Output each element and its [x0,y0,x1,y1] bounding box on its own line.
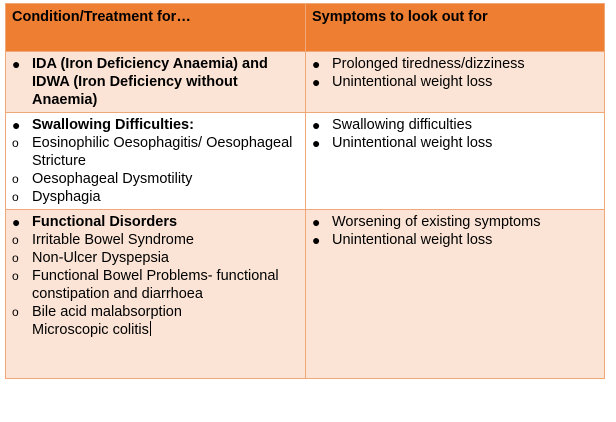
circle-bullet-icon: o [12,172,19,186]
bullet-icon: ● [12,56,21,72]
header-condition: Condition/Treatment for… [6,4,306,52]
sub-item: Dysphagia [32,189,101,205]
bullet-icon: ● [312,232,321,248]
table-row [6,52,605,113]
symptom-item: Worsening of existing symptoms [332,214,541,230]
bullet-icon: ● [12,214,21,230]
symptom-item: Unintentional weight loss [332,74,493,90]
bullet-icon: ● [312,117,321,133]
header-symptoms: Symptoms to look out for [306,4,605,52]
bullet-icon: ● [312,214,321,230]
symptoms-cell [306,52,605,113]
condition-title: IDA (Iron Deficiency Anaemia) and IDWA (Iron Deficiency without Anaemia) [32,56,268,108]
symptom-item: Prolonged tiredness/dizziness [332,56,525,72]
sub-item: Bile acid malabsorption [32,304,182,320]
sub-item-continuation: Microscopic colitis [32,322,149,338]
sub-item: Irritable Bowel Syndrome [32,232,194,248]
condition-cell [6,113,306,210]
symptom-item: Swallowing difficulties [332,117,472,133]
circle-bullet-icon: o [12,305,19,319]
condition-title: Swallowing Difficulties: [32,117,194,133]
table-row [6,210,605,379]
symptoms-cell [306,113,605,210]
circle-bullet-icon: o [12,233,19,247]
circle-bullet-icon: o [12,251,19,265]
circle-bullet-icon: o [12,269,19,283]
sub-item: Functional Bowel Problems- functional constipation and diarrhoea [32,268,279,302]
conditions-table [5,3,605,379]
bullet-icon: ● [312,135,321,151]
circle-bullet-icon: o [12,190,19,204]
bullet-icon: ● [312,56,321,72]
circle-bullet-icon: o [12,136,19,150]
sub-item: Eosinophilic Oesophagitis/ Oesophageal Stricture [32,135,293,169]
symptom-item: Unintentional weight loss [332,232,493,248]
symptoms-cell [306,210,605,379]
condition-cell [6,52,306,113]
bullet-icon: ● [12,117,21,133]
condition-cell [6,210,306,379]
header-row [6,4,605,52]
symptom-item: Unintentional weight loss [332,135,493,151]
sub-item: Non-Ulcer Dyspepsia [32,250,169,266]
table-row [6,113,605,210]
condition-title: Functional Disorders [32,214,178,230]
text-cursor [150,321,151,336]
sub-item: Oesophageal Dysmotility [32,171,193,187]
bullet-icon: ● [312,74,321,90]
